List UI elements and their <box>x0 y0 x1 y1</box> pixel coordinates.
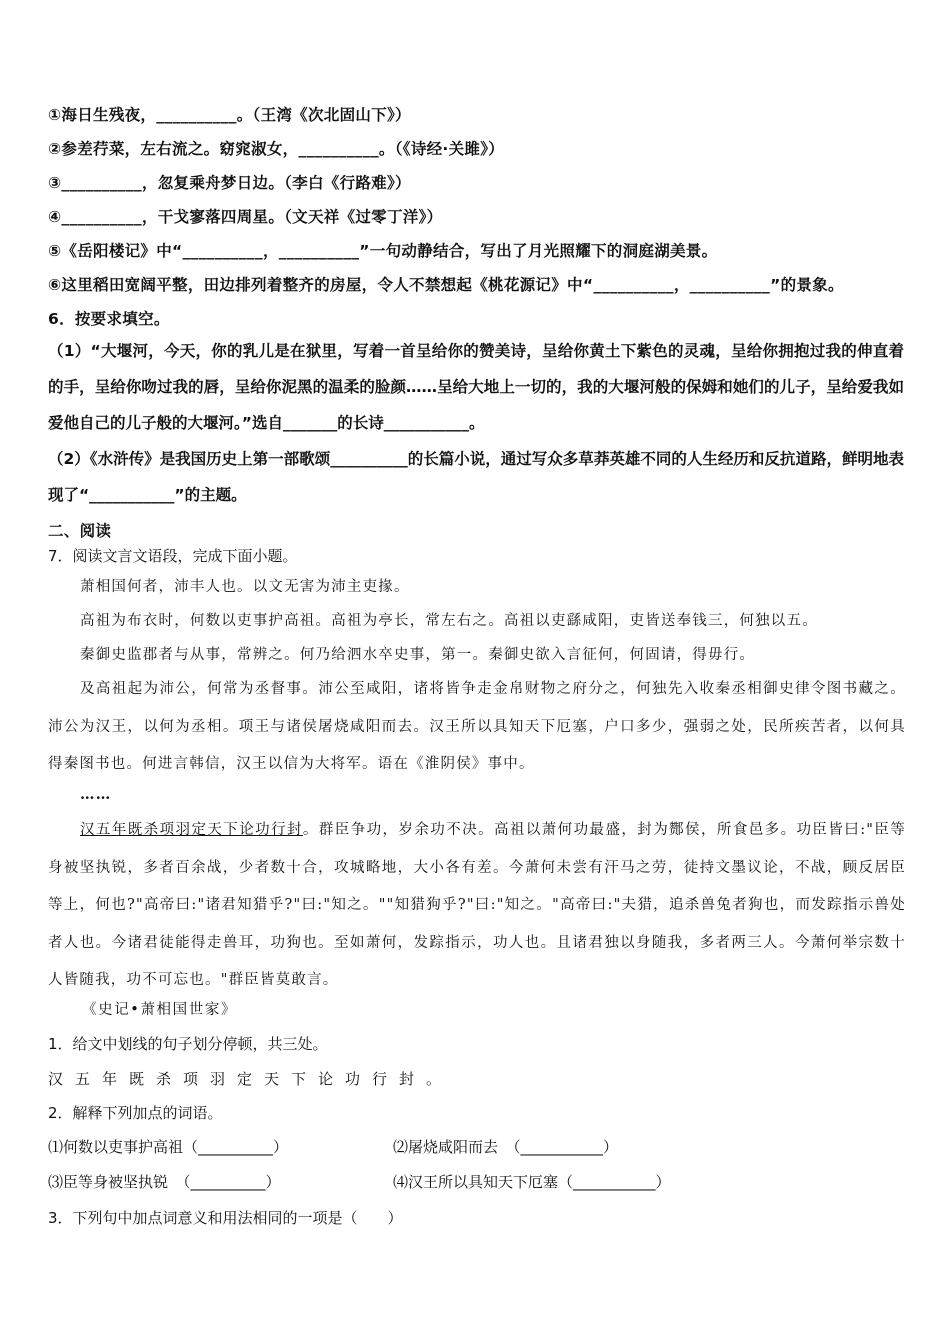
q7-sub-1-sentence: 汉五年既杀项羽定天下论功行封。 <box>48 1070 454 1088</box>
q5-item-5: ⑤《岳阳楼记》中“__________，__________”一句动静结合，写出了月光照耀下的洞庭湖美景。 <box>48 242 718 260</box>
q7-paragraph-1: 萧相国何者，沛丰人也。以文无害为沛主吏掾。 <box>80 579 410 595</box>
q5-item-6: ⑥这里稻田宽阔平整，田边排列着整齐的房屋，令人不禁想起《桃花源记》中“__________，__________”的景象。 <box>48 276 844 294</box>
q5-item-1: ①海日生残夜，__________。（王湾《次北固山下》） <box>48 106 411 124</box>
q7-sub-2-d: ⑷汉王所以具知天下厄塞（___________） <box>393 1173 671 1191</box>
q7-paragraph-4: 及高祖起为沛公，何常为丞督事。沛公至咸阳，诸将皆争走金帛财物之府分之，何独先入收秦丞相御史律令图书藏之。沛公为汉王，以何为丞相。项王与诸侯屠烧咸阳而去。汉王所以具知天下厄塞，户口多少，强弱之处，民所疾苦者，以何具得秦图书也。何进言韩信，汉王以信为大将军。语在《淮阴侯》事中。 <box>48 681 906 772</box>
q7-paragraph-2: 高祖为布衣时，何数以吏事护高祖。高祖为亭长，常左右之。高祖以吏繇咸阳，吏皆送奉钱三，何独以五。 <box>80 613 818 629</box>
q7-ellipsis: …… <box>80 786 112 803</box>
q7-sub-1: 1．给文中划线的句子划分停顿，共三处。 <box>48 1035 328 1053</box>
q5-item-4: ④__________，干戈寥落四周星。（文天祥《过零丁洋》） <box>48 208 443 226</box>
q7-sub-3: 3．下列句中加点词意义和用法相同的一项是（ ） <box>48 1209 403 1227</box>
section-2-heading: 二、阅读 <box>48 522 112 540</box>
q7-sub-2-c: ⑶臣等身被坚执锐 （__________） <box>48 1173 281 1191</box>
q7-paragraph-3: 秦御史监郡者与从事，常辨之。何乃给泗水卒史事，第一。秦御史欲入言征何，何固请，得毋行。 <box>80 647 756 663</box>
q7-heading: 7．阅读文言文语段，完成下面小题。 <box>48 547 298 565</box>
underlined-sentence: 汉五年既杀项羽定天下论功行封 <box>80 822 303 838</box>
source-citation: 《史记•萧相国世家》 <box>82 1002 238 1018</box>
q7-sub-2-b: ⑵屠烧咸阳而去 （___________） <box>393 1138 619 1156</box>
q5-item-2: ②参差荇菜，左右流之。窈窕淑女，__________。（《诗经·关雎》） <box>48 140 505 158</box>
q6-part-1: （1）“大堰河，今天，你的乳儿是在狱里，写着一首呈给你的赞美诗，呈给你黄土下紫色的灵魂，呈给你拥抱过我的伸直着的手，呈给你吻过我的唇，呈给你泥黑的温柔的脸颜……呈给大地上一切的，我的大堰河般的保姆和她们的儿子，呈给爱我如爱他自己的儿子般的大堰河。”选自_______的长诗___________。 <box>48 342 904 432</box>
q7-sub-2-a: ⑴何数以吏事护高祖（__________） <box>48 1138 289 1156</box>
q7-paragraph-5 <box>48 812 906 1000</box>
q5-item-3: ③__________，忽复乘舟梦日边。（李白《行路难》） <box>48 174 411 192</box>
q6-heading: 6．按要求填空。 <box>48 310 170 328</box>
paragraph-5-text: 。群臣争功，岁余功不决。高祖以萧何功最盛，封为酂侯，所食邑多。功臣皆曰:"臣等身被坚执锐，多者百余战，少者数十合，攻城略地，大小各有差。今萧何未尝有汗马之劳，徒持文墨议论，不战，顾反居臣等上，何也?"高帝曰:"诸君知猎乎?"曰:"知之。""知猎狗乎?"曰:"知之。"高帝曰:"夫猎，追杀兽兔者狗也，而发踪指示兽处者人也。今诸君徒能得走兽耳，功狗也。至如萧何，发踪指示，功人也。且诸君独以身随我，多者两三人。今萧何举宗数十人皆随我，功不可忘也。"群臣皆莫敢言。 <box>48 822 906 988</box>
q6-part-2: （2）《水浒传》是我国历史上第一部歌颂__________的长篇小说，通过写众多草莽英雄不同的人生经历和反抗道路，鲜明地表现了“___________”的主题。 <box>48 450 904 504</box>
q7-sub-2: 2．解释下列加点的词语。 <box>48 1104 223 1122</box>
